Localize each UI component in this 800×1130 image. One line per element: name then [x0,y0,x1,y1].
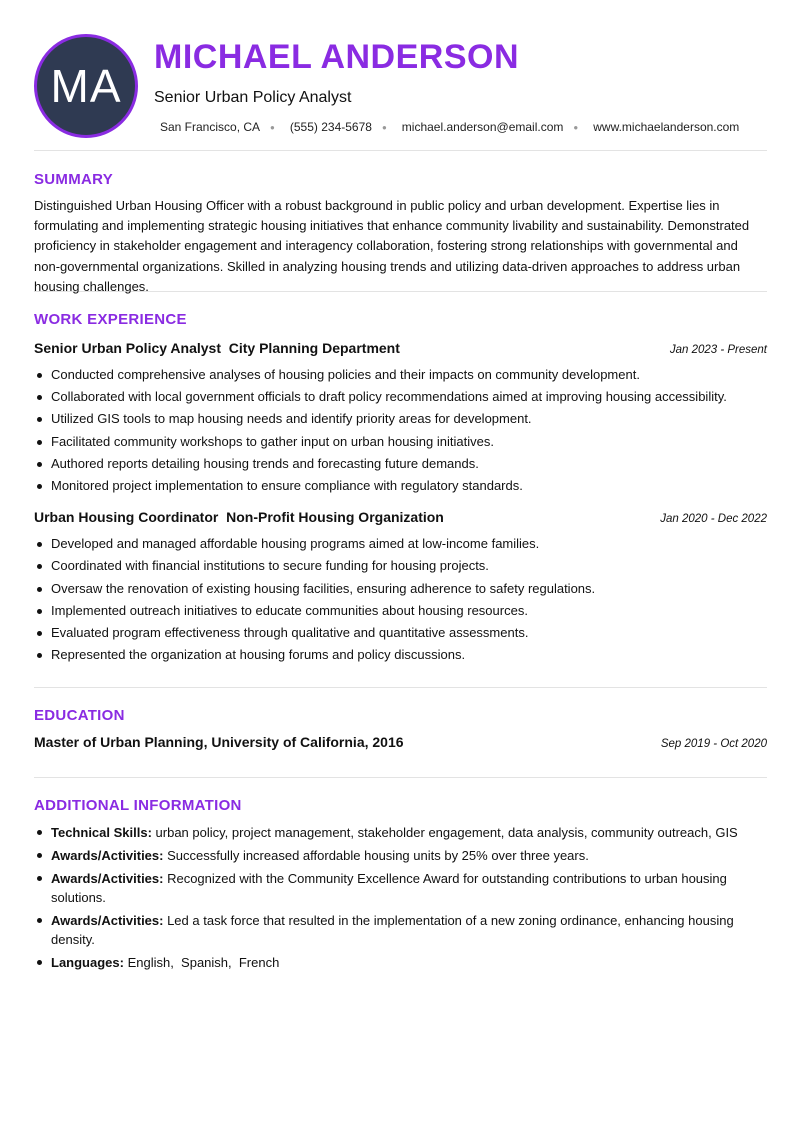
job-date: Jan 2023 - Present [669,344,767,356]
info-item [34,823,767,842]
contact-line [160,120,739,134]
candidate-role: Senior Urban Policy Analyst [154,89,352,106]
job-bullet: Authored reports detailing housing trends and forecasting future demands. [34,453,767,475]
job-header [34,509,767,525]
info-label: Awards/Activities: [51,848,164,863]
job-bullet: Oversaw the renovation of existing housing facilities, ensuring adherence to safety regulations. [34,578,767,600]
job-bullet: Developed and managed affordable housing programs aimed at low-income families. [34,533,767,555]
job-bullet: Monitored project implementation to ensure compliance with regulatory standards. [34,475,767,497]
info-item [34,953,767,972]
info-label: Awards/Activities: [51,913,164,928]
education-entry [34,734,767,750]
info-label: Awards/Activities: [51,871,164,886]
contact-phone: (555) 234-5678 [289,120,372,134]
section-title-work-experience: WORK EXPERIENCE [34,311,187,328]
candidate-name: MICHAEL ANDERSON [154,38,520,76]
info-item [34,869,767,907]
info-label: Languages: [51,955,124,970]
resume-header [34,0,767,151]
job-bullet: Implemented outreach initiatives to educate communities about housing resources. [34,600,767,622]
job-bullet: Conducted comprehensive analyses of housing policies and their impacts on community development. [34,364,767,386]
job-bullet: Coordinated with financial institutions to secure funding for housing projects. [34,555,767,577]
job-bullet: Facilitated community workshops to gather input on urban housing initiatives. [34,431,767,453]
info-item [34,911,767,949]
info-text: Led a task force that resulted in the implementation of a new zoning ordinance, enhancing housing density. [51,913,734,947]
work-experience-section [34,292,767,688]
contact-website[interactable]: www.michaelanderson.com [593,120,740,134]
job-bullet: Represented the organization at housing forums and policy discussions. [34,644,767,666]
info-text: urban policy, project management, stakeholder engagement, data analysis, community outreach, GIS [151,825,738,840]
section-title-additional-information: ADDITIONAL INFORMATION [34,797,242,814]
info-text: Successfully increased affordable housing units by 25% over three years. [163,848,589,863]
bullet-separator-icon: ● [573,122,579,132]
bullet-separator-icon: ● [381,122,387,132]
additional-information-section [34,778,767,972]
additional-info-list [34,823,767,972]
info-label: Technical Skills: [51,825,152,840]
info-text: English, Spanish, French [123,955,280,970]
contact-email[interactable]: michael.anderson@email.com [401,120,564,134]
job-heading: Senior Urban Policy Analyst City Planning Department [34,340,400,356]
contact-location: San Francisco, CA [160,120,261,134]
job-entry [34,509,767,666]
job-date: Jan 2020 - Dec 2022 [660,513,767,526]
section-title-summary: SUMMARY [34,171,114,188]
job-bullets [34,364,767,497]
summary-section [34,151,767,292]
job-entry [34,340,767,497]
job-bullet: Evaluated program effectiveness through qualitative and quantitative assessments. [34,622,767,644]
job-heading: Urban Housing Coordinator Non-Profit Housing Organization [34,509,444,526]
job-bullets [34,533,767,666]
summary-text: Distinguished Urban Housing Officer with a robust background in public policy and urban development. Expertise lies in formulating and implementing strategic housing initiatives that enhance community livability and sustainability. Demonstrated proficiency in stakeholder engagement and interagency collaboration, fostering strong relationships with governmental and non-governmental organizations. Skilled in analyzing housing trends and utilizing data-driven approaches to address urban housing challenges. [34,198,750,294]
job-bullet: Collaborated with local government officials to draft policy recommendations aimed at improving housing accessibility. [34,386,767,408]
bullet-separator-icon: ● [270,122,275,132]
job-header [34,340,767,356]
section-title-education: EDUCATION [34,707,125,724]
avatar: MA [34,34,138,138]
info-text: Recognized with the Community Excellence Award for outstanding contributions to urban housing solutions. [51,871,727,905]
education-degree: Master of Urban Planning, University of California, 2016 [34,734,404,750]
job-bullet: Utilized GIS tools to map housing needs and identify priority areas for development. [34,408,767,430]
info-item [34,846,767,865]
education-section [34,688,767,778]
education-date: Sep 2019 - Oct 2020 [660,738,767,750]
